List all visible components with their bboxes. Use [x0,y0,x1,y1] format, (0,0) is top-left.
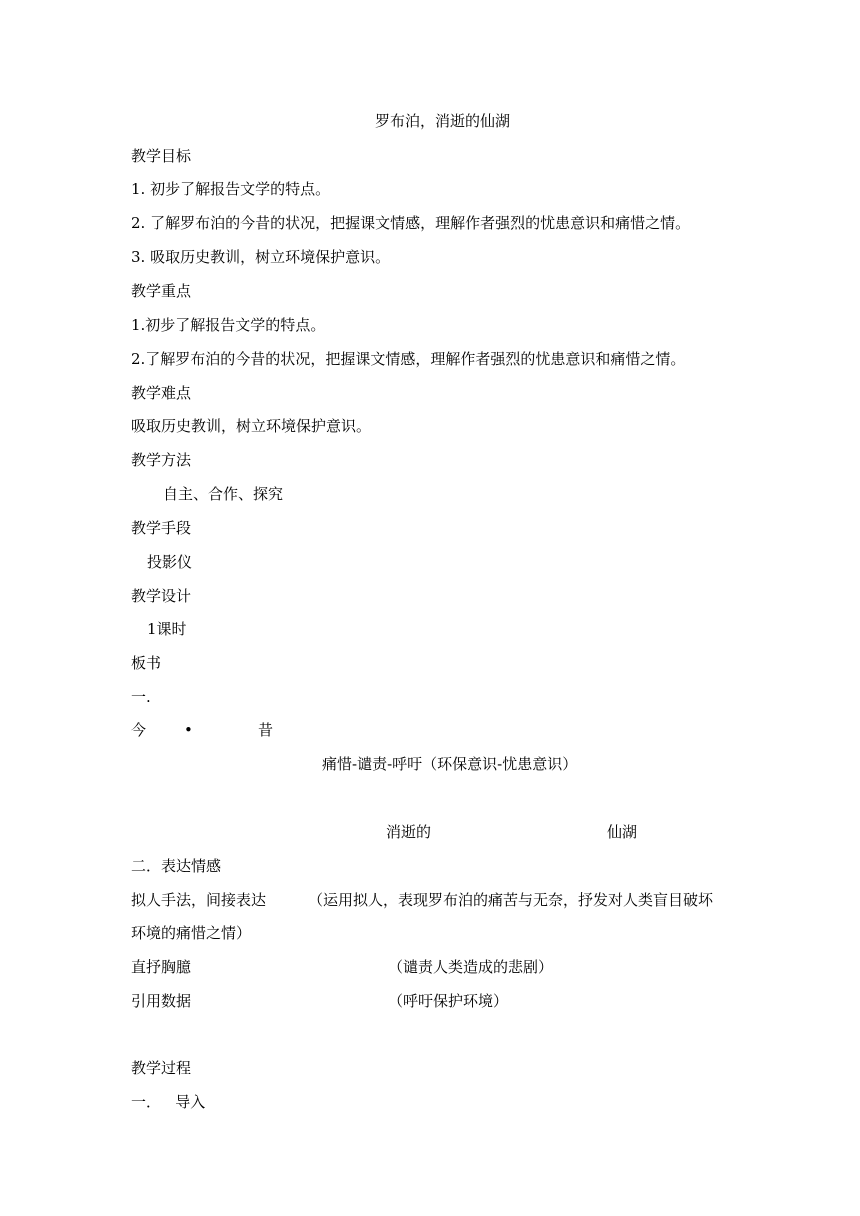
document-title: 罗布泊，消逝的仙湖 [375,112,511,130]
process-step: 一． 导入 [131,1093,206,1111]
board-row-right: （谴责人类造成的悲剧） [388,958,554,976]
key-points-heading: 教学重点 [131,282,192,300]
board-row-right: （运用拟人，表现罗布泊的痛苦与无奈，抒发对人类盲目破坏 [308,891,714,909]
method-heading: 教学方法 [131,451,192,469]
objective-item: 2. 了解罗布泊的今昔的状况，把握课文情感，理解作者强烈的忧患意识和痛惜之情。 [131,214,691,232]
method-text: 自主、合作、探究 [163,485,284,503]
process-heading: 教学过程 [131,1059,192,1077]
board-section1-label: 一. [131,688,151,706]
board-bullet: • [184,721,193,739]
key-point-item: 2.了解罗布泊的今昔的状况，把握课文情感，理解作者强烈的忧患意识和痛惜之情。 [131,350,686,368]
board-row-right: （呼吁保护环境） [388,992,509,1010]
board-center-line: 痛惜-谴责-呼吁（环保意识-忧患意识） [322,755,578,773]
board-jin: 今 [131,721,147,739]
board-row-left: 拟人手法，间接表达 [131,891,267,909]
board-row-left: 引用数据 [131,992,192,1010]
design-heading: 教学设计 [131,587,192,605]
key-point-item: 1.初步了解报告文学的特点。 [131,316,326,334]
difficulty-heading: 教学难点 [131,384,192,402]
board-xiaoshi: 消逝的 [386,823,432,841]
objective-item: 1. 初步了解报告文学的特点。 [131,180,331,198]
board-row-continuation: 环境的痛惜之情） [131,924,252,942]
design-text: 1课时 [147,620,187,638]
objectives-heading: 教学目标 [131,147,192,165]
board-section2-label: 二．表达情感 [131,857,222,875]
board-row-left: 直抒胸臆 [131,958,192,976]
objective-item: 3. 吸取历史教训，树立环境保护意识。 [131,248,391,266]
difficulty-text: 吸取历史教训，树立环境保护意识。 [131,417,372,435]
board-xi: 昔 [258,721,274,739]
means-text: 投影仪 [147,553,193,571]
board-heading: 板书 [131,654,162,672]
means-heading: 教学手段 [131,519,192,537]
board-xianhu: 仙湖 [607,823,638,841]
